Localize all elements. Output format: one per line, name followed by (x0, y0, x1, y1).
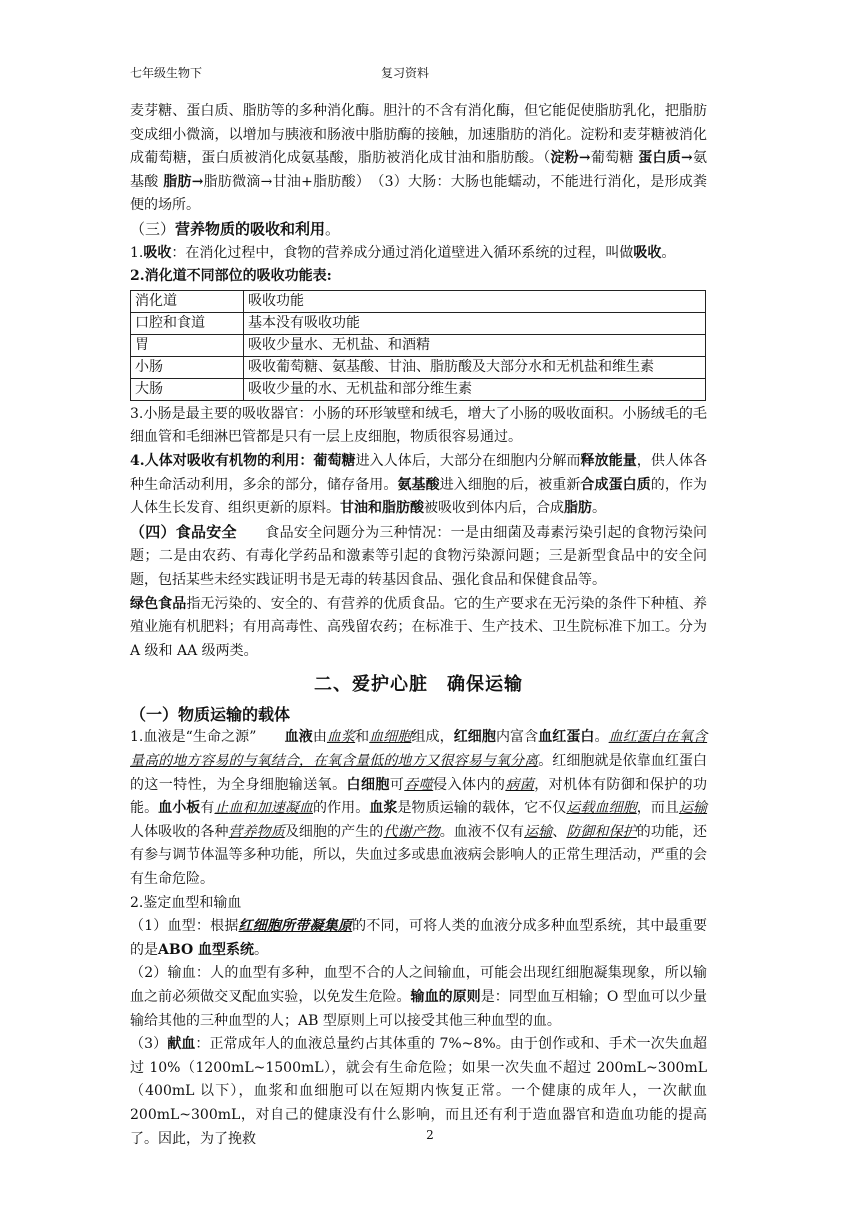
paragraph-organic-utilization: 4.人体对吸收有机物的利用：葡萄糖进入人体后，大部分在细胞内分解而释放能量，供人体各种生命活动利用，多余的部分，储存备用。氨基酸进入细胞的后，被重新合成蛋白质的，作为人体生长发育、组织更新的原料。甘油和脂肪酸被吸收到体内后，合成脂肪。 (130, 452, 708, 517)
table-cell: 口腔和食道 (131, 312, 244, 334)
absorption-table (130, 290, 706, 401)
table-cell: 小肠 (131, 356, 244, 378)
table-row (131, 356, 706, 378)
paragraph-green-food: 绿色食品指无污染的、安全的、有营养的优质食品。它的生产要求在无污染的条件下种植、养殖业施有机肥料；有用高毒性、高残留农药；在标准于、生产技术、卫生院标准下加工。分为 A 级和 AA 级两类。 (130, 595, 708, 659)
header-right: 复习资料 (381, 66, 430, 80)
chapter-heading: 二、爱护心脏 确保运输 (314, 674, 523, 696)
paragraph-food-safety: （四）食品安全 食品安全问题分为三种情况：一是由细菌及毒素污染引起的食物污染问题；二是由农药、有毒化学药品和激素等引起的食物污染源问题；三是新型食品中的安全问题，包括某些未经实践证明书是无毒的转基因食品、强化食品和保健食品等。 (130, 522, 707, 588)
table-header-cell: 消化道 (131, 290, 244, 312)
table-header-row (131, 290, 706, 312)
table-cell: 大肠 (131, 378, 244, 400)
section-4-heading: （四）食品安全 (130, 522, 237, 541)
paragraph-digestion: 麦芽糖、蛋白质、脂肪等的多种消化酶。胆汁的不含有消化酶，但它能促使脂肪乳化，把脂肪变成细小微滴，以增加与胰液和肠液中脂肪酶的接触，加速脂肪的消化。淀粉和麦芽糖被消化成葡萄糖，蛋白质被消化成氨基酸，脂肪被消化成甘油和脂肪酸。（淀粉→葡萄糖 蛋白质→氨基酸 脂肪→脂肪微滴→甘油+脂肪酸） （3）大肠：大肠也能蠕动，不能进行消化，是形成粪便的场所。 (130, 103, 708, 214)
table-row (131, 378, 706, 400)
section-3-heading: （三）营养物质的吸收和利用。 (130, 219, 341, 238)
header-left: 七年级生物下 (130, 66, 203, 80)
table-title: 2.消化道不同部位的吸收功能表: (130, 268, 332, 285)
paragraph-blood-type-title: 2.鉴定血型和输血 (130, 894, 242, 911)
page-content (130, 100, 707, 1151)
paragraph-small-intestine: 3.小肠是最主要的吸收器官：小肠的环形皱壁和绒毛，增大了小肠的吸收面积。小肠绒毛的毛细血管和毛细淋巴管都是只有一层上皮细胞，物质很容易通过。 (130, 405, 707, 446)
table-cell: 吸收少量水、无机盐、和酒精 (244, 334, 706, 356)
page-number: 2 (426, 1128, 434, 1142)
subsection-heading: （一）物质运输的载体 (130, 704, 291, 724)
table-cell: 基本没有吸收功能 (244, 312, 706, 334)
table-row (131, 334, 706, 356)
paragraph-blood-type: （1）血型：根据红细胞所带凝集原的不同，可将人类的血液分成多种血型系统，其中最重要的是ABO 血型系统。 (130, 918, 708, 958)
table-cell: 胃 (131, 334, 244, 356)
paragraph-donation: （3）献血：正常成年人的血液总量约占其体重的 7%~8%。由于创作或和、手术一次失血超过 10%（1200mL~1500mL），就会有生命危险；如果一次失血不超过 200mL~300mL（400mL 以下），血浆和血细胞可以在短期内恢复正常。一个健康的成年人，一次献血 200mL~300mL，对自己的健康没有什么影响，而且还有利于造血器官和造血功能的提高了。因此，为了挽救 (130, 1036, 707, 1147)
table-row (131, 312, 706, 334)
paragraph-transfusion: （2）输血：人的血型有多种，血型不合的人之间输血，可能会出现红细胞凝集现象，所以输血之前必须做交叉配血实验，以免发生危险。输血的原则是：同型血互相输；O 型血可以少量输给其他的三种血型的人；AB 型原则上可以接受其他三种血型的血。 (130, 965, 707, 1029)
table-cell: 吸收少量的水、无机盐和部分维生素 (244, 378, 706, 400)
table-header-cell: 吸收功能 (244, 290, 706, 312)
table-cell: 吸收葡萄糖、氨基酸、甘油、脂肪酸及大部分水和无机盐和维生素 (244, 356, 706, 378)
paragraph-blood: 1.血液是“生命之源” 血液由血浆和血细胞组成，红细胞内富含血红蛋白。血红蛋白在氧含量高的地方容易的与氧结合，在氧含量低的地方又很容易与氧分离。红细胞就是依靠血红蛋白的这一特性，为全身细胞输送氧。白细胞可吞噬侵入体内的病菌，对机体有防御和保护的功能。血小板有止血和加速凝血的作用。血浆是物质运输的载体，它不仅运载血细胞，而且运输人体吸收的各种营养物质及细胞的产生的代谢产物。血液不仅有运输、防御和保护的功能，还有参与调节体温等多种功能，所以，失血过多或患血液病会影响人的正常生理活动，严重的会有生命危险。 (130, 729, 708, 888)
paragraph-absorption-definition: 1.吸收：在消化过程中，食物的营养成分通过消化道壁进入循环系统的过程，叫做吸收。 (130, 244, 676, 261)
